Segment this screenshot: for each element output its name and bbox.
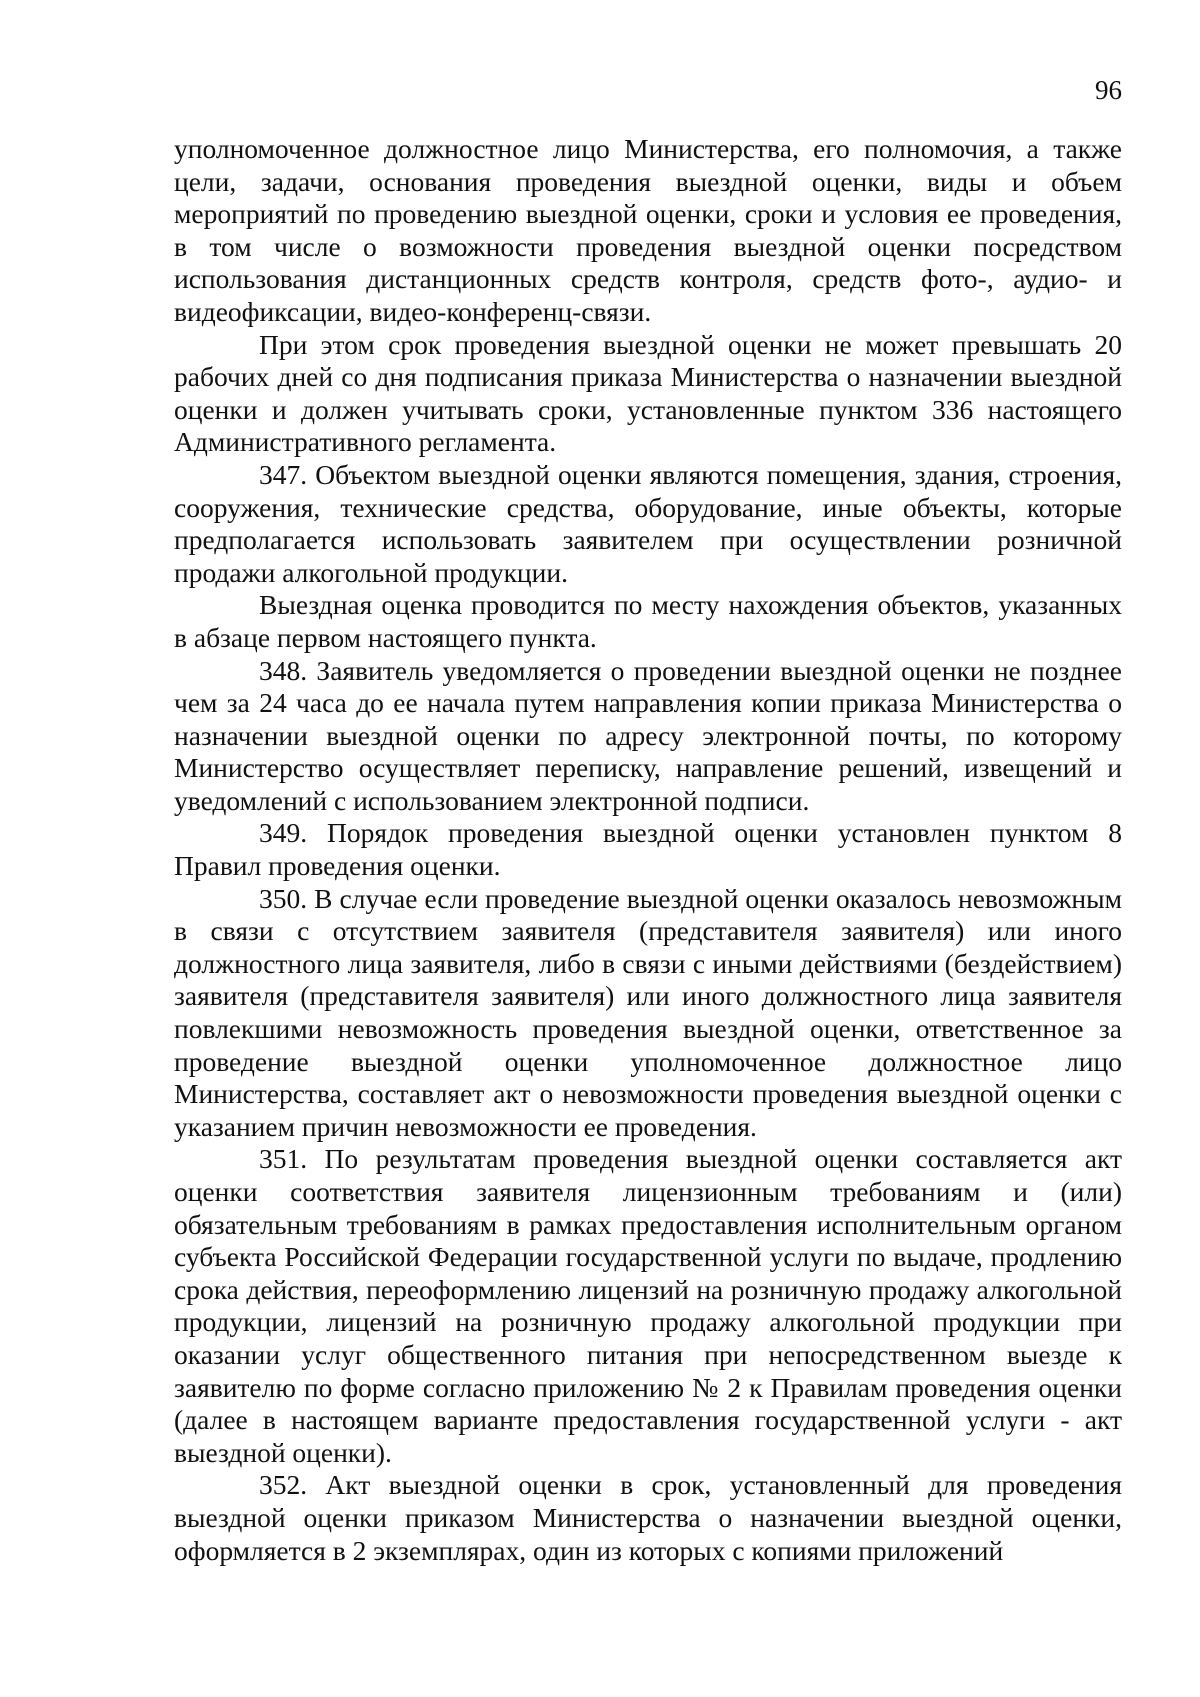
paragraph-348: 348. Заявитель уведомляется о проведении выездной оценки не позднее чем за 24 часа до ее начала путем направления копии приказа Министерства о назначении выездной оценки по адресу электронной почты, по которому Министерство осуществляет переписку, направление решений, извещений и уведомлений с использованием электронной подписи. <box>174 654 1122 816</box>
paragraph-347: 347. Объектом выездной оценки являются помещения, здания, строения, сооружения, технические средства, оборудование, иные объекты, которые предполагается использовать заявителем при осуществлении розничной продажи алкогольной продукции. <box>174 458 1122 588</box>
page-number: 96 <box>1095 75 1122 105</box>
document-body <box>174 133 1122 1567</box>
paragraph-352: 352. Акт выездной оценки в срок, установленный для проведения выездной оценки приказом Министерства о назначении выездной оценки, оформляется в 2 экземплярах, один из которых с копиями приложений <box>174 1469 1122 1566</box>
paragraph-349: 349. Порядок проведения выездной оценки установлен пунктом 8 Правил проведения оценки. <box>174 817 1122 882</box>
paragraph-continuation: уполномоченное должностное лицо Министерства, его полномочия, а также цели, задачи, основания проведения выездной оценки, виды и объем мероприятий по проведению выездной оценки, сроки и условия ее проведения, в том числе о возможности проведения выездной оценки посредством использования дистанционных средств контроля, средств фото-, аудио- и видеофиксации, видео-конференц-связи. <box>174 133 1122 327</box>
paragraph-351: 351. По результатам проведения выездной оценки составляется акт оценки соответствия заявителя лицензионным требованиям и (или) обязательным требованиям в рамках предоставления исполнительным органом субъекта Российской Федерации государственной услуги по выдаче, продлению срока действия, переоформлению лицензий на розничную продажу алкогольной продукции, лицензий на розничную продажу алкогольной продукции при оказании услуг общественного питания при непосредственном выезде к заявителю по форме согласно приложению № 2 к Правилам проведения оценки (далее в настоящем варианте предоставления государственной услуги - акт выездной оценки). <box>174 1143 1122 1468</box>
paragraph-term-limit: При этом срок проведения выездной оценки не может превышать 20 рабочих дней со дня подписания приказа Министерства о назначении выездной оценки и должен учитывать сроки, установленные пунктом 336 настоящего Административного регламента. <box>174 328 1122 458</box>
paragraph-350: 350. В случае если проведение выездной оценки оказалось невозможным в связи с отсутствием заявителя (представителя заявителя) или иного должностного лица заявителя, либо в связи с иными действиями (бездействием) заявителя (представителя заявителя) или иного должностного лица заявителя повлекшими невозможность проведения выездной оценки, ответственное за проведение выездной оценки уполномоченное должностное лицо Министерства, составляет акт о невозможности проведения выездной оценки с указанием причин невозможности ее проведения. <box>174 882 1122 1142</box>
paragraph-347-location: Выездная оценка проводится по месту нахождения объектов, указанных в абзаце первом настоящего пункта. <box>174 589 1122 653</box>
